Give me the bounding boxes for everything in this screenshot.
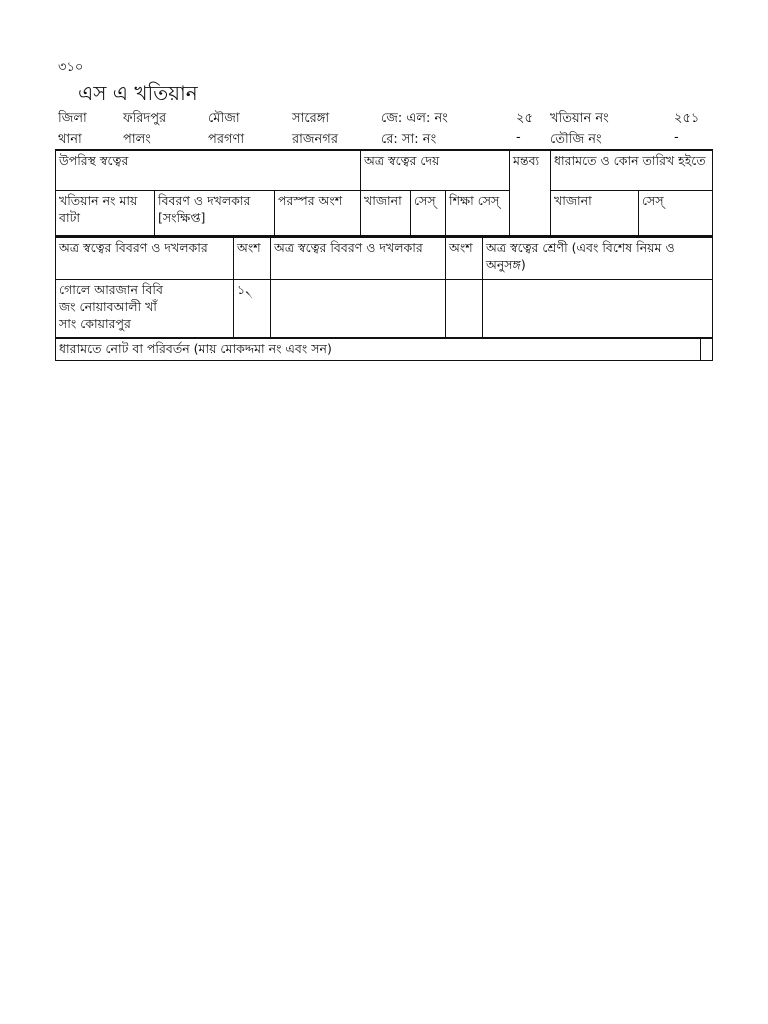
empty-cell (446, 280, 483, 338)
owners-table (55, 235, 713, 339)
khajana-header: খাজানা (361, 190, 411, 236)
rs-no-label: রে: সা: নং (381, 132, 437, 147)
district-value: ফরিদপুর (123, 111, 167, 126)
document-title: এস এ খতিয়ান (78, 81, 198, 105)
from-date-header: ধারামতে ও কোন তারিখ হইতে (551, 150, 713, 190)
rs-no-value: - (516, 130, 521, 145)
cess-2-header: সেস্ (639, 190, 713, 236)
footer-note: ধারামতে নোট বা পরিবর্তন (মায় মোকদ্দমা নং এবং সন) (56, 338, 701, 360)
jl-no-label: জে: এল: নং (381, 111, 448, 126)
thana-label: থানা (58, 132, 82, 147)
page-number: ৩১০ (58, 60, 84, 75)
share-header: অংশ (234, 237, 271, 280)
sub-owner-description-header: অত্র স্বত্বের বিবরণ ও দখলকার (271, 237, 446, 280)
upper-tenure-header: উপরিস্থ স্বত্বের (56, 150, 361, 190)
mouza-label: মৌজা (208, 111, 240, 126)
empty-cell (701, 338, 713, 360)
owner-village: সাং কোয়ারপুর (59, 316, 131, 331)
pargana-value: রাজনগর (292, 132, 338, 147)
pargana-label: পরগণা (208, 132, 245, 147)
mouza-value: সারেঙ্গা (292, 111, 330, 126)
owner-description-header: অত্র স্বত্বের বিবরণ ও দখলকার (56, 237, 234, 280)
sub-share-header: অংশ (446, 237, 483, 280)
owner-father: জং নোয়াবআলী খাঁ (59, 299, 157, 314)
tenure-class-header: অত্র স্বত্বের শ্রেণী (এবং বিশেষ নিয়ম ও অনুসঙ্গ) (483, 237, 713, 280)
this-tenure-dues-header: অত্র স্বত্বের দেয় (361, 150, 510, 190)
touzi-no-label: তৌজি নং (550, 132, 602, 147)
thana-value: পালং (123, 132, 151, 147)
jl-no-value: ২৫ (516, 111, 533, 126)
owner-cell (56, 280, 234, 338)
empty-cell (483, 280, 713, 338)
description-occupant-header: বিবরণ ও দখলকার [সংক্ষিপ্ত] (155, 190, 275, 236)
tenure-dues-table (55, 149, 713, 237)
khatian-no-bata-header: খতিয়ান নং মায় বাটা (56, 190, 155, 236)
remarks-header: মন্তব্য (510, 150, 551, 236)
footer-note-table (55, 337, 713, 361)
khatian-no-value: ২৫১ (674, 111, 700, 126)
cess-header: সেস্ (411, 190, 446, 236)
mutual-share-header: পরস্পর অংশ (275, 190, 361, 236)
education-cess-header: শিক্ষা সেস্ (446, 190, 510, 236)
empty-cell (271, 280, 446, 338)
owner-name: গোলে আরজান বিবি (59, 282, 163, 297)
khatian-no-label: খতিয়ান নং (550, 111, 609, 126)
khajana-2-header: খাজানা (551, 190, 639, 236)
district-label: জিলা (58, 111, 87, 126)
owner-share: ১৲ (234, 280, 271, 338)
touzi-no-value: - (674, 130, 679, 145)
